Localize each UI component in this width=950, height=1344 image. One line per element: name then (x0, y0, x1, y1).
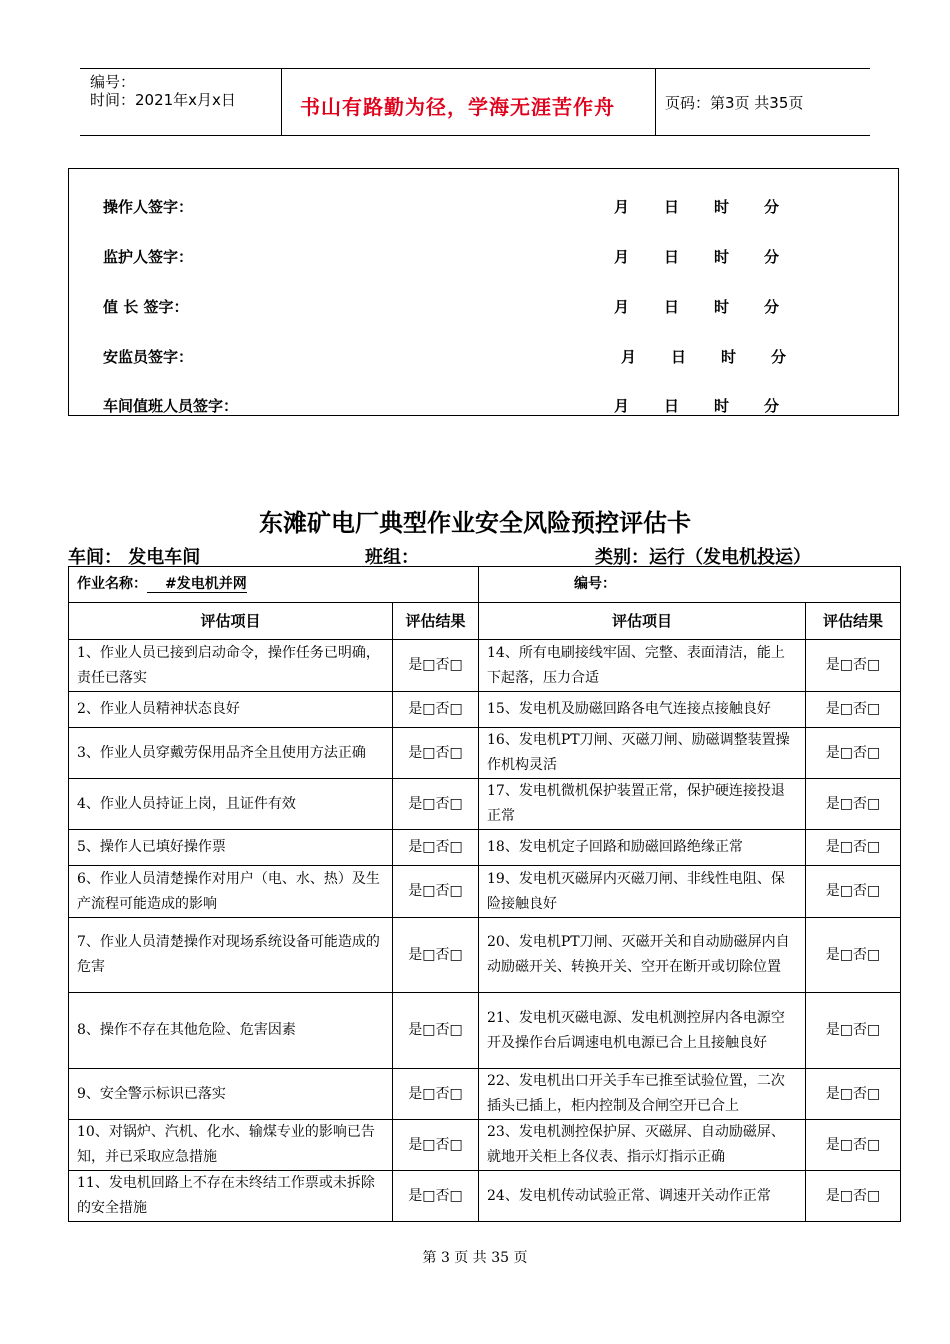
result-checkbox[interactable]: 是□否□ (393, 728, 479, 779)
signature-label: 监护人签字： (103, 248, 194, 266)
item-cell: 2、作业人员精神状态良好 (69, 692, 393, 728)
page-footer: 第 3 页 共 35 页 (422, 1250, 528, 1266)
item-cell: 5、操作人已填好操作票 (69, 830, 393, 866)
result-checkbox[interactable]: 是□否□ (393, 866, 479, 918)
item-cell: 8、操作不存在其他危险、危害因素 (69, 993, 393, 1069)
result-checkbox[interactable]: 是□否□ (806, 830, 901, 866)
item-cell: 4、作业人员持证上岗，且证件有效 (69, 779, 393, 830)
job-name-row (69, 567, 901, 603)
result-checkbox[interactable]: 是□否□ (806, 918, 901, 993)
table-row (69, 1171, 901, 1222)
job-name-cell (69, 567, 479, 603)
item-cell: 9、安全警示标识已落实 (69, 1069, 393, 1120)
job-name-label: 作业名称： (77, 576, 147, 592)
table-row (69, 779, 901, 830)
result-checkbox[interactable]: 是□否□ (806, 1171, 901, 1222)
item-cell: 20、发电机PT刀闸、灭磁开关和自动励磁屏内自动励磁开关、转换开关、空开在断开或切除位置 (479, 918, 806, 993)
item-cell: 23、发电机测控保护屏、灭磁屏、自动励磁屏、就地开关柜上各仪表、指示灯指示正确 (479, 1120, 806, 1171)
hour-label: 时 (714, 298, 730, 316)
result-checkbox[interactable]: 是□否□ (393, 692, 479, 728)
code-label: 编号： (90, 73, 136, 91)
column-header: 评估结果 (806, 603, 901, 640)
table-row (69, 728, 901, 779)
minute-label: 分 (764, 397, 780, 415)
table-header-row (69, 603, 901, 640)
signature-label: 操作人签字： (103, 198, 194, 216)
item-cell: 24、发电机传动试验正常、调速开关动作正常 (479, 1171, 806, 1222)
item-cell: 22、发电机出口开关手车已推至试验位置，二次插头已插上，柜内控制及合闸空开已合上 (479, 1069, 806, 1120)
item-cell: 6、作业人员清楚操作对用户（电、水、热）及生产流程可能造成的影响 (69, 866, 393, 918)
item-cell: 17、发电机微机保护装置正常，保护硬连接投退正常 (479, 779, 806, 830)
result-checkbox[interactable]: 是□否□ (393, 779, 479, 830)
signature-time (614, 296, 814, 318)
signature-label: 值 长 签字： (103, 298, 189, 316)
minute-label: 分 (771, 348, 787, 366)
result-checkbox[interactable]: 是□否□ (806, 1069, 901, 1120)
signature-row (69, 346, 898, 368)
result-checkbox[interactable]: 是□否□ (393, 918, 479, 993)
day-label: 日 (664, 298, 680, 316)
job-code-cell (479, 567, 901, 603)
table-row (69, 692, 901, 728)
item-cell: 16、发电机PT刀闸、灭磁刀闸、励磁调整装置操作机构灵活 (479, 728, 806, 779)
result-checkbox[interactable]: 是□否□ (806, 866, 901, 918)
result-checkbox[interactable]: 是□否□ (393, 640, 479, 692)
header-top-rule (80, 68, 870, 69)
category-label: 类别：运行（发电机投运） (595, 547, 811, 568)
item-cell: 21、发电机灭磁电源、发电机测控屏内各电源空开及操作台后调速电机电源已合上且接触良好 (479, 993, 806, 1069)
evaluation-table (68, 566, 901, 1222)
result-checkbox[interactable]: 是□否□ (393, 830, 479, 866)
signature-time (614, 395, 814, 417)
header-motto: 书山有路勤为径，学海无涯苦作舟 (300, 95, 615, 119)
hour-label: 时 (714, 397, 730, 415)
signature-row (69, 196, 898, 218)
minute-label: 分 (764, 198, 780, 216)
item-cell: 7、作业人员清楚操作对现场系统设备可能造成的危害 (69, 918, 393, 993)
table-row (69, 640, 901, 692)
month-label: 月 (621, 348, 637, 366)
minute-label: 分 (764, 248, 780, 266)
item-cell: 1、作业人员已接到启动命令，操作任务已明确，责任已落实 (69, 640, 393, 692)
header-divider (281, 68, 282, 136)
signature-time (621, 346, 821, 368)
column-header: 评估结果 (393, 603, 479, 640)
day-label: 日 (671, 348, 687, 366)
result-checkbox[interactable]: 是□否□ (393, 1171, 479, 1222)
signature-label: 安监员签字： (103, 348, 194, 366)
month-label: 月 (614, 198, 630, 216)
item-cell: 3、作业人员穿戴劳保用品齐全且使用方法正确 (69, 728, 393, 779)
item-cell: 15、发电机及励磁回路各电气连接点接触良好 (479, 692, 806, 728)
table-row (69, 993, 901, 1069)
signature-time (614, 196, 814, 218)
signature-time (614, 246, 814, 268)
result-checkbox[interactable]: 是□否□ (806, 1120, 901, 1171)
day-label: 日 (664, 397, 680, 415)
job-name-value: #发电机并网 (147, 576, 247, 593)
result-checkbox[interactable]: 是□否□ (393, 993, 479, 1069)
result-checkbox[interactable]: 是□否□ (806, 728, 901, 779)
time-label: 时间：2021年x月x日 (90, 91, 236, 109)
workshop-label: 车间： 发电车间 (68, 547, 201, 568)
signature-row (69, 296, 898, 318)
signature-row (69, 395, 898, 417)
result-checkbox[interactable]: 是□否□ (806, 692, 901, 728)
result-checkbox[interactable]: 是□否□ (806, 640, 901, 692)
hour-label: 时 (721, 348, 737, 366)
header-bottom-rule (80, 135, 870, 136)
item-cell: 18、发电机定子回路和励磁回路绝缘正常 (479, 830, 806, 866)
item-cell: 19、发电机灭磁屏内灭磁刀闸、非线性电阻、保险接触良好 (479, 866, 806, 918)
day-label: 日 (664, 248, 680, 266)
table-row (69, 1069, 901, 1120)
job-code-label: 编号： (574, 576, 617, 592)
result-checkbox[interactable]: 是□否□ (806, 779, 901, 830)
table-row (69, 1120, 901, 1171)
day-label: 日 (664, 198, 680, 216)
signature-label: 车间值班人员签字： (103, 397, 239, 415)
team-label: 班组： (365, 547, 419, 568)
table-row (69, 866, 901, 918)
month-label: 月 (614, 397, 630, 415)
signature-box (68, 168, 899, 416)
column-header: 评估项目 (479, 603, 806, 640)
item-cell: 10、对锅炉、汽机、化水、输煤专业的影响已告知，并已采取应急措施 (69, 1120, 393, 1171)
table-row (69, 918, 901, 993)
table-row (69, 830, 901, 866)
header-divider (655, 68, 656, 136)
result-checkbox[interactable]: 是□否□ (393, 1120, 479, 1171)
item-cell: 14、所有电刷接线牢固、完整、表面清洁，能上下起落，压力合适 (479, 640, 806, 692)
month-label: 月 (614, 298, 630, 316)
hour-label: 时 (714, 198, 730, 216)
month-label: 月 (614, 248, 630, 266)
hour-label: 时 (714, 248, 730, 266)
page-label: 页码：第3页 共35页 (665, 94, 804, 112)
signature-row (69, 246, 898, 268)
result-checkbox[interactable]: 是□否□ (393, 1069, 479, 1120)
minute-label: 分 (764, 298, 780, 316)
result-checkbox[interactable]: 是□否□ (806, 993, 901, 1069)
card-title: 东滩矿电厂典型作业安全风险预控评估卡 (259, 508, 691, 537)
column-header: 评估项目 (69, 603, 393, 640)
item-cell: 11、发电机回路上不存在未终结工作票或未拆除的安全措施 (69, 1171, 393, 1222)
